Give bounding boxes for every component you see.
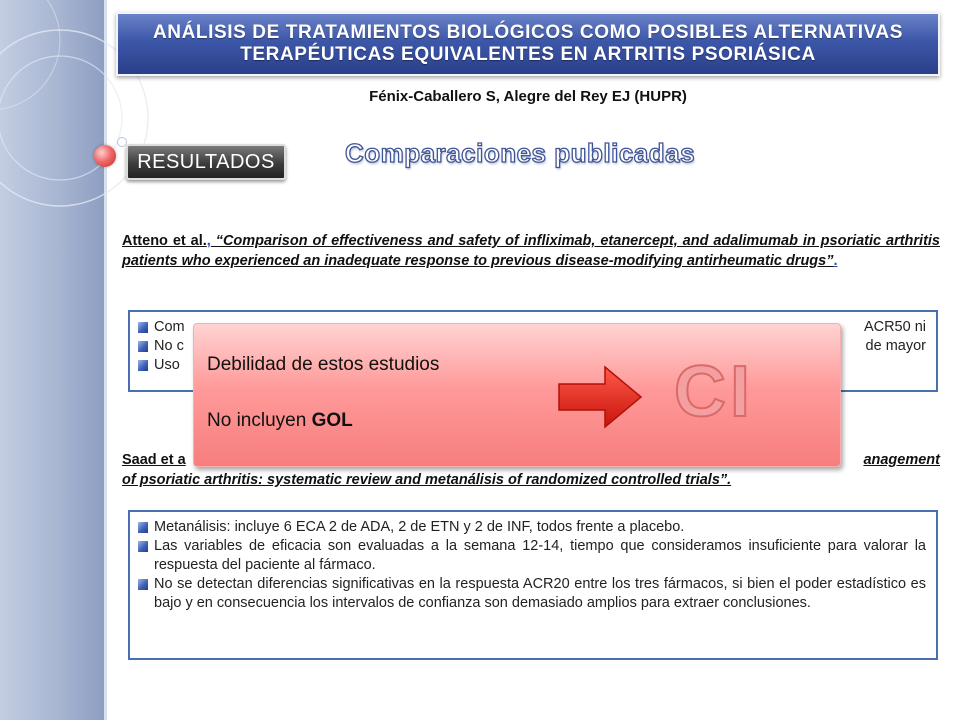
study-title: “Comparison of effectiveness and safety of infliximab, etanercept, and adalimumab in psoriatic arthritis patients who experienced an inadequate response to previous disease-modifying antirheumatic drugs” [122,233,940,269]
square-bullet-icon [138,579,148,590]
title-banner [116,12,940,76]
callout-title: Debilidad de estos estudios [207,354,440,375]
weakness-callout [193,323,841,467]
findings-box-saad [128,510,938,660]
callout-subtitle: No incluyen GOL [207,410,353,431]
study-title-fragment: anagement [863,452,940,468]
study-reference-atteno [122,231,940,271]
resultados-badge: RESULTADOS [126,144,286,180]
study-author: Atteno et al. [122,233,207,249]
study-author: Saad et a [122,452,186,468]
study-title-line: of psoriatic arthritis: systematic review and metanálisis of randomized controlled trials”. [122,472,732,488]
finding-item: Las variables de eficacia son evaluadas a la semana 12-14, tiempo que consideramos insuficiente para valorar la respuesta del paciente al fármaco. [138,537,926,575]
finding-item: Uso [138,356,926,375]
red-orb-icon [94,145,116,167]
period: . [833,253,838,269]
arrow-right-icon [557,364,643,430]
section-heading: Comparaciones publicadas [344,138,696,168]
ci-mark: CI [674,352,754,432]
title-line-2: TERAPÉUTICAS EQUIVALENTES EN ARTRITIS PSORIÁSICA [240,44,816,65]
finding-item: Com ACR50 ni [138,318,926,337]
square-bullet-icon [138,541,148,552]
square-bullet-icon [138,341,148,352]
square-bullet-icon [138,522,148,533]
title-line-1: ANÁLISIS DE TRATAMIENTOS BIOLÓGICOS COMO POSIBLES ALTERNATIVAS [152,22,904,43]
authors-line: Fénix-Caballero S, Alegre del Rey EJ (HUPR) [369,88,687,105]
separator: , [206,233,211,249]
finding-item: No se detectan diferencias significativas en la respuesta ACR20 entre los tres fármacos, si bien el poder estadístico es bajo y en consecuencia los intervalos de confianza son demasiado amplios para extraer conclusiones. [138,575,926,613]
finding-item: Metanálisis: incluye 6 ECA 2 de ADA, 2 de ETN y 2 de INF, todos frente a placebo. [138,518,926,537]
square-bullet-icon [138,360,148,371]
square-bullet-icon [138,322,148,333]
finding-item: No c de mayor [138,337,926,356]
